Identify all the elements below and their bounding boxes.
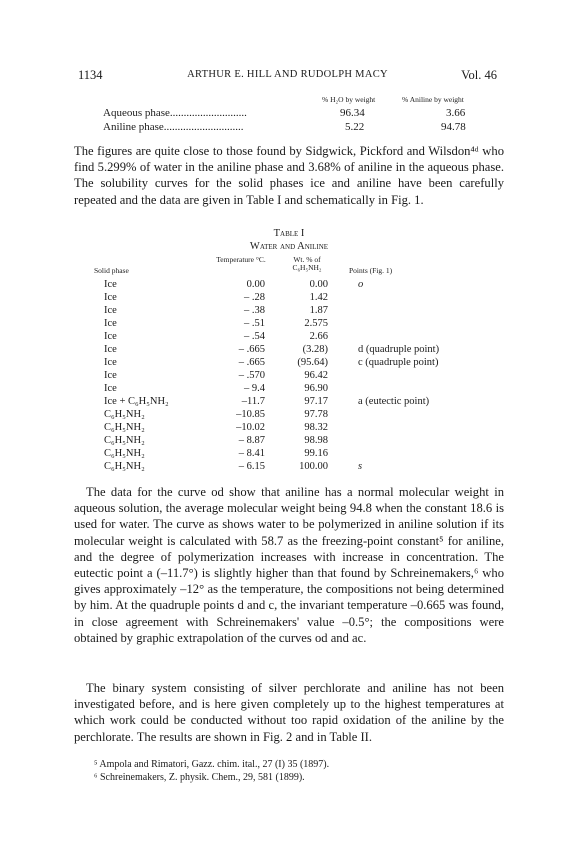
phase-col2-header: % Aniline by weight (402, 95, 464, 104)
phase-row-aqueous (103, 107, 247, 119)
cell-phase: Ice (104, 331, 117, 342)
table-row (74, 383, 504, 395)
footnote: ⁵ Ampola and Rimatori, Gazz. chim. ital., 27 (I) 35 (1897). (94, 759, 330, 770)
cell-wt: 97.17 (304, 396, 328, 407)
header-points: Points (Fig. 1) (349, 266, 393, 275)
cell-temp: –10.85 (236, 409, 265, 420)
cell-temp: – .51 (244, 318, 265, 329)
volume-label: Vol. 46 (461, 68, 497, 82)
cell-phase: C₆H₅NH₂ (104, 448, 145, 459)
cell-temp: – 9.4 (244, 383, 265, 394)
cell-temp: –10.02 (236, 422, 265, 433)
cell-temp: – .665 (238, 344, 265, 355)
phase-row-dots: ............................. (163, 121, 244, 133)
cell-phase: Ice + C₆H₅NH₂ (104, 396, 169, 407)
cell-phase: C₆H₅NH₂ (104, 409, 145, 420)
phase-col1-header: % H₂O by weight (322, 95, 376, 104)
cell-temp: – .570 (238, 370, 265, 381)
table-subcaption: Water and Aniline (249, 241, 329, 252)
table-row (74, 305, 504, 317)
table-row (74, 409, 504, 421)
phase-value: 94.78 (441, 121, 466, 133)
cell-wt: 1.87 (309, 305, 328, 316)
cell-wt: 2.575 (304, 318, 328, 329)
cell-temp: – 8.87 (238, 435, 265, 446)
table-row (74, 461, 504, 473)
phase-row-label: Aqueous phase (103, 107, 170, 119)
cell-point: s (358, 461, 363, 472)
cell-temp: – .665 (238, 357, 265, 368)
cell-phase: Ice (104, 344, 117, 355)
header-solid-phase: Solid phase (94, 266, 129, 275)
cell-phase: Ice (104, 370, 117, 381)
page-header (78, 68, 497, 86)
phase-value: 3.66 (446, 107, 466, 119)
table-row (74, 448, 504, 460)
cell-phase: C₆H₅NH₂ (104, 422, 145, 433)
cell-phase: Ice (104, 305, 117, 316)
paragraph-3 (74, 680, 504, 745)
cell-wt: (3.28) (302, 344, 328, 355)
cell-temp: – 8.41 (238, 448, 265, 459)
cell-wt: 1.42 (309, 292, 328, 303)
cell-temp: – 6.15 (238, 461, 265, 472)
footnote: ⁶ Schreinemakers, Z. physik. Chem., 29, 581 (1899). (94, 772, 305, 783)
cell-temp: – .28 (244, 292, 265, 303)
running-title: ARTHUR E. HILL AND RUDOLPH MACY (187, 69, 388, 80)
cell-point: a (eutectic point) (358, 396, 430, 407)
phase-row-dots: ............................ (169, 107, 247, 119)
cell-wt: 100.00 (299, 461, 328, 472)
cell-wt: (95.64) (297, 357, 328, 368)
table-row (74, 357, 504, 369)
header-temperature: Temperature °C. (216, 255, 266, 264)
cell-phase: C₆H₅NH₂ (104, 435, 145, 446)
table-row (74, 318, 504, 330)
table-row (74, 435, 504, 447)
cell-temp: – .54 (244, 331, 265, 342)
cell-wt: 0.00 (309, 279, 328, 290)
table-row (74, 292, 504, 304)
table-row (74, 331, 504, 343)
cell-wt: 2.66 (309, 331, 328, 342)
paragraph-2 (74, 484, 504, 646)
table-row (74, 396, 504, 408)
paragraph-text: The figures are quite close to those found by Sidgwick, Pickford and Wilsdon⁴ᵈ who find 5.299% of water in the aniline phase and 3.68% of aniline in the aqueous phase. The solubility curves for the solid phases ice and aniline have been carefully repeated and the data are given in Table I and schematically in Fig. 1. (74, 144, 504, 207)
cell-temp: 0.00 (246, 279, 265, 290)
page-number: 1134 (78, 68, 103, 82)
cell-point: o (358, 279, 364, 290)
cell-wt: 96.90 (304, 383, 328, 394)
cell-wt: 98.32 (304, 422, 328, 433)
cell-phase: Ice (104, 318, 117, 329)
phase-value: 5.22 (345, 121, 365, 133)
phase-row-aniline (103, 121, 244, 133)
table-caption: Table I (273, 228, 305, 239)
table-row (74, 279, 504, 291)
cell-wt: 96.42 (304, 370, 328, 381)
table-row (74, 422, 504, 434)
cell-temp: –11.7 (241, 396, 265, 407)
table-row (74, 370, 504, 382)
cell-phase: C₆H₅NH₂ (104, 461, 145, 472)
paragraph-text: The data for the curve od show that aniline has a normal molecular weight in aqueous solution, the average molecular weight being 94.8 when the constant 18.6 is used for water. The curve as shows water to be polymerized in aniline solution if its molecular weight is calculated with 58.7 as the freezing-point constant⁵ for aniline, and the degree of polymerization increases with increase in concentration. The eutectic point a (–11.7°) is slightly higher than that found by Schreinemakers,⁶ who gives approximately –12° as the temperature, the compositions not being determined by him. At the quadruple points d and c, the invariant temperature –0.665 was found, in close agreement with Schreinemakers' value –0.5°; the compositions were obtained by graphic extrapolation of the curves od and ac. (74, 485, 504, 645)
cell-phase: Ice (104, 292, 117, 303)
phase-value: 96.34 (340, 107, 365, 119)
header-weight: Wt. % of C₆H₅NH₂ (292, 255, 322, 272)
cell-temp: – .38 (244, 305, 265, 316)
cell-phase: Ice (104, 357, 117, 368)
cell-point: c (quadruple point) (358, 357, 439, 368)
cell-phase: Ice (104, 383, 117, 394)
table-row (74, 344, 504, 356)
paragraph-text: The binary system consisting of silver perchlorate and aniline has not been investigated before, and is here given completely up to the highest temperatures at which work could be conducted without too rapid oxidation of the aniline by the perchlorate. The results are shown in Fig. 2 and in Table II. (74, 681, 504, 744)
paragraph-1 (74, 143, 504, 208)
cell-point: d (quadruple point) (358, 344, 440, 355)
cell-phase: Ice (104, 279, 117, 290)
phase-row-label: Aniline phase (103, 121, 164, 133)
cell-wt: 98.98 (304, 435, 328, 446)
cell-wt: 99.16 (304, 448, 328, 459)
cell-wt: 97.78 (304, 409, 328, 420)
